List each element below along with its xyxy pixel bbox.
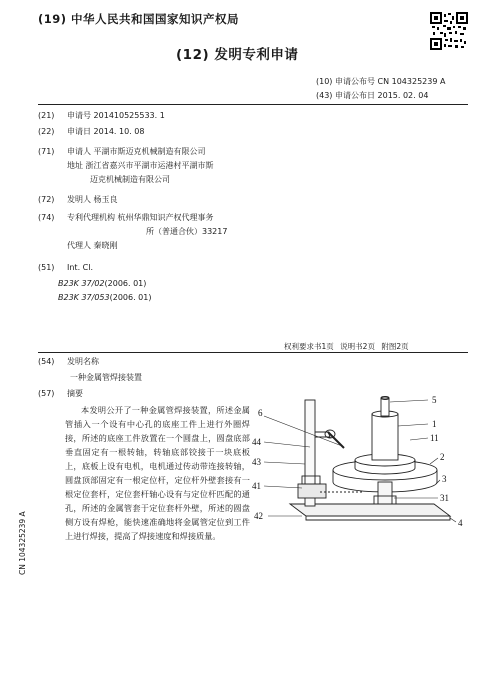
- agency-label: 专利代理机构: [67, 213, 115, 222]
- address-label: 地址: [67, 161, 83, 170]
- abstract-figure: [250, 392, 472, 537]
- application-number-label: 申请号: [67, 111, 91, 120]
- int-cl: (51) Int. Cl.: [38, 263, 94, 272]
- description-pages: 说明书2页: [340, 342, 375, 351]
- application-date-value: 2014. 10. 08: [93, 127, 145, 136]
- inventor: (72) 发明人 杨玉良: [38, 195, 118, 204]
- body-divider: [38, 352, 468, 353]
- office-name: (19) 中华人民共和国国家知识产权局: [38, 12, 240, 26]
- figure-label: 11: [430, 433, 439, 443]
- application-date: (22) 申请日 2014. 10. 08: [38, 127, 145, 136]
- figure-label: 5: [432, 395, 437, 405]
- header-divider: [38, 104, 468, 105]
- address: [67, 160, 214, 171]
- agency-line-1: 杭州华鼎知识产权代理事务: [117, 213, 214, 222]
- agent-value: 秦晓刚: [93, 241, 118, 250]
- invention-title: 一种金属管焊接装置: [70, 373, 142, 382]
- publication-number: [316, 76, 445, 87]
- publication-number-value: CN 104325239 A: [377, 77, 446, 86]
- ipc-edition: (2006. 01): [104, 279, 147, 288]
- figure-label: 6: [258, 408, 263, 418]
- publication-number-label: (10) 申请公布号: [316, 77, 375, 86]
- figure-label: 2: [440, 452, 445, 462]
- abstract-text: 本发明公开了一种金属管焊接装置，所述金属管插入一个设有中心孔的底座工件上进行外圈焊接，所述的底座工件放置在一个圆盘上，圆盘底部垂直固定有一根转轴，转轴底部铰接于一块底板上，底板上设有电机，电机通过传动带连接转轴，圆盘顶部固定有一根定位杆，定位杆外壁套接有一根定位套杆，定位套杆轴心设有与定位杆匹配的通孔，所述的金属管套于定位套杆外壁，所述的圆盘侧方设有焊枪，能快速准确地将金属管定位到工件上进行焊接，提高了焊接速度和焊接质量。: [65, 405, 250, 541]
- inventor-value: 杨玉良: [93, 195, 118, 204]
- ipc-code: B23K 37/02: [58, 279, 105, 288]
- address-line-2: 迈克机械制造有限公司: [90, 175, 170, 184]
- figure-label: 41: [252, 481, 261, 491]
- side-publication-number: CN 104325239 A: [18, 511, 27, 575]
- application-date-label: 申请日: [67, 127, 91, 136]
- figure-label: 3: [442, 474, 447, 484]
- applicant-value: 平湖市斯迈克机械制造有限公司: [93, 147, 206, 156]
- claims-pages: 权利要求书1页: [284, 342, 334, 351]
- application-number-value: 201410525533. 1: [93, 111, 165, 120]
- figure-label: 1: [432, 419, 437, 429]
- applicant: (71) 申请人 平湖市斯迈克机械制造有限公司: [38, 147, 206, 156]
- figure-label: 44: [252, 437, 261, 447]
- page-counts: [284, 341, 409, 352]
- address-line-1: 浙江省嘉兴市平湖市运港村平湖市斯: [85, 161, 214, 170]
- publication-date-label: (43) 申请公布日: [316, 91, 375, 100]
- ipc-class-1: [58, 278, 146, 289]
- figure-label: 4: [458, 518, 463, 528]
- agent-label: 代理人: [67, 241, 91, 250]
- abstract-heading: (57) 摘要: [38, 389, 83, 398]
- publication-date-value: 2015. 02. 04: [377, 91, 429, 100]
- application-number: (21) 申请号 201410525533. 1: [38, 111, 165, 120]
- drawing-pages: 附图2页: [381, 342, 409, 351]
- ipc-edition: (2006. 01): [109, 293, 152, 302]
- figure-label: 43: [252, 457, 261, 467]
- document-type: (12) 发明专利申请: [176, 47, 299, 63]
- ipc-class-2: [58, 292, 151, 303]
- int-cl-label: Int. Cl.: [67, 263, 94, 272]
- abstract-label: 摘要: [67, 389, 83, 398]
- ipc-code: B23K 37/053: [58, 293, 110, 302]
- invention-title-heading: (54) 发明名称: [38, 357, 99, 366]
- agent: [67, 240, 118, 251]
- inventor-label: 发明人: [67, 195, 91, 204]
- applicant-label: 申请人: [67, 147, 91, 156]
- figure-label: 42: [254, 511, 263, 521]
- agency-line-2: 所（普通合伙）33217: [146, 227, 228, 236]
- publication-date: [316, 90, 428, 101]
- invention-title-label: 发明名称: [67, 357, 99, 366]
- qr-code-icon: [430, 12, 468, 50]
- figure-label: 31: [440, 493, 449, 503]
- agency: (74) 专利代理机构 杭州华鼎知识产权代理事务: [38, 213, 214, 222]
